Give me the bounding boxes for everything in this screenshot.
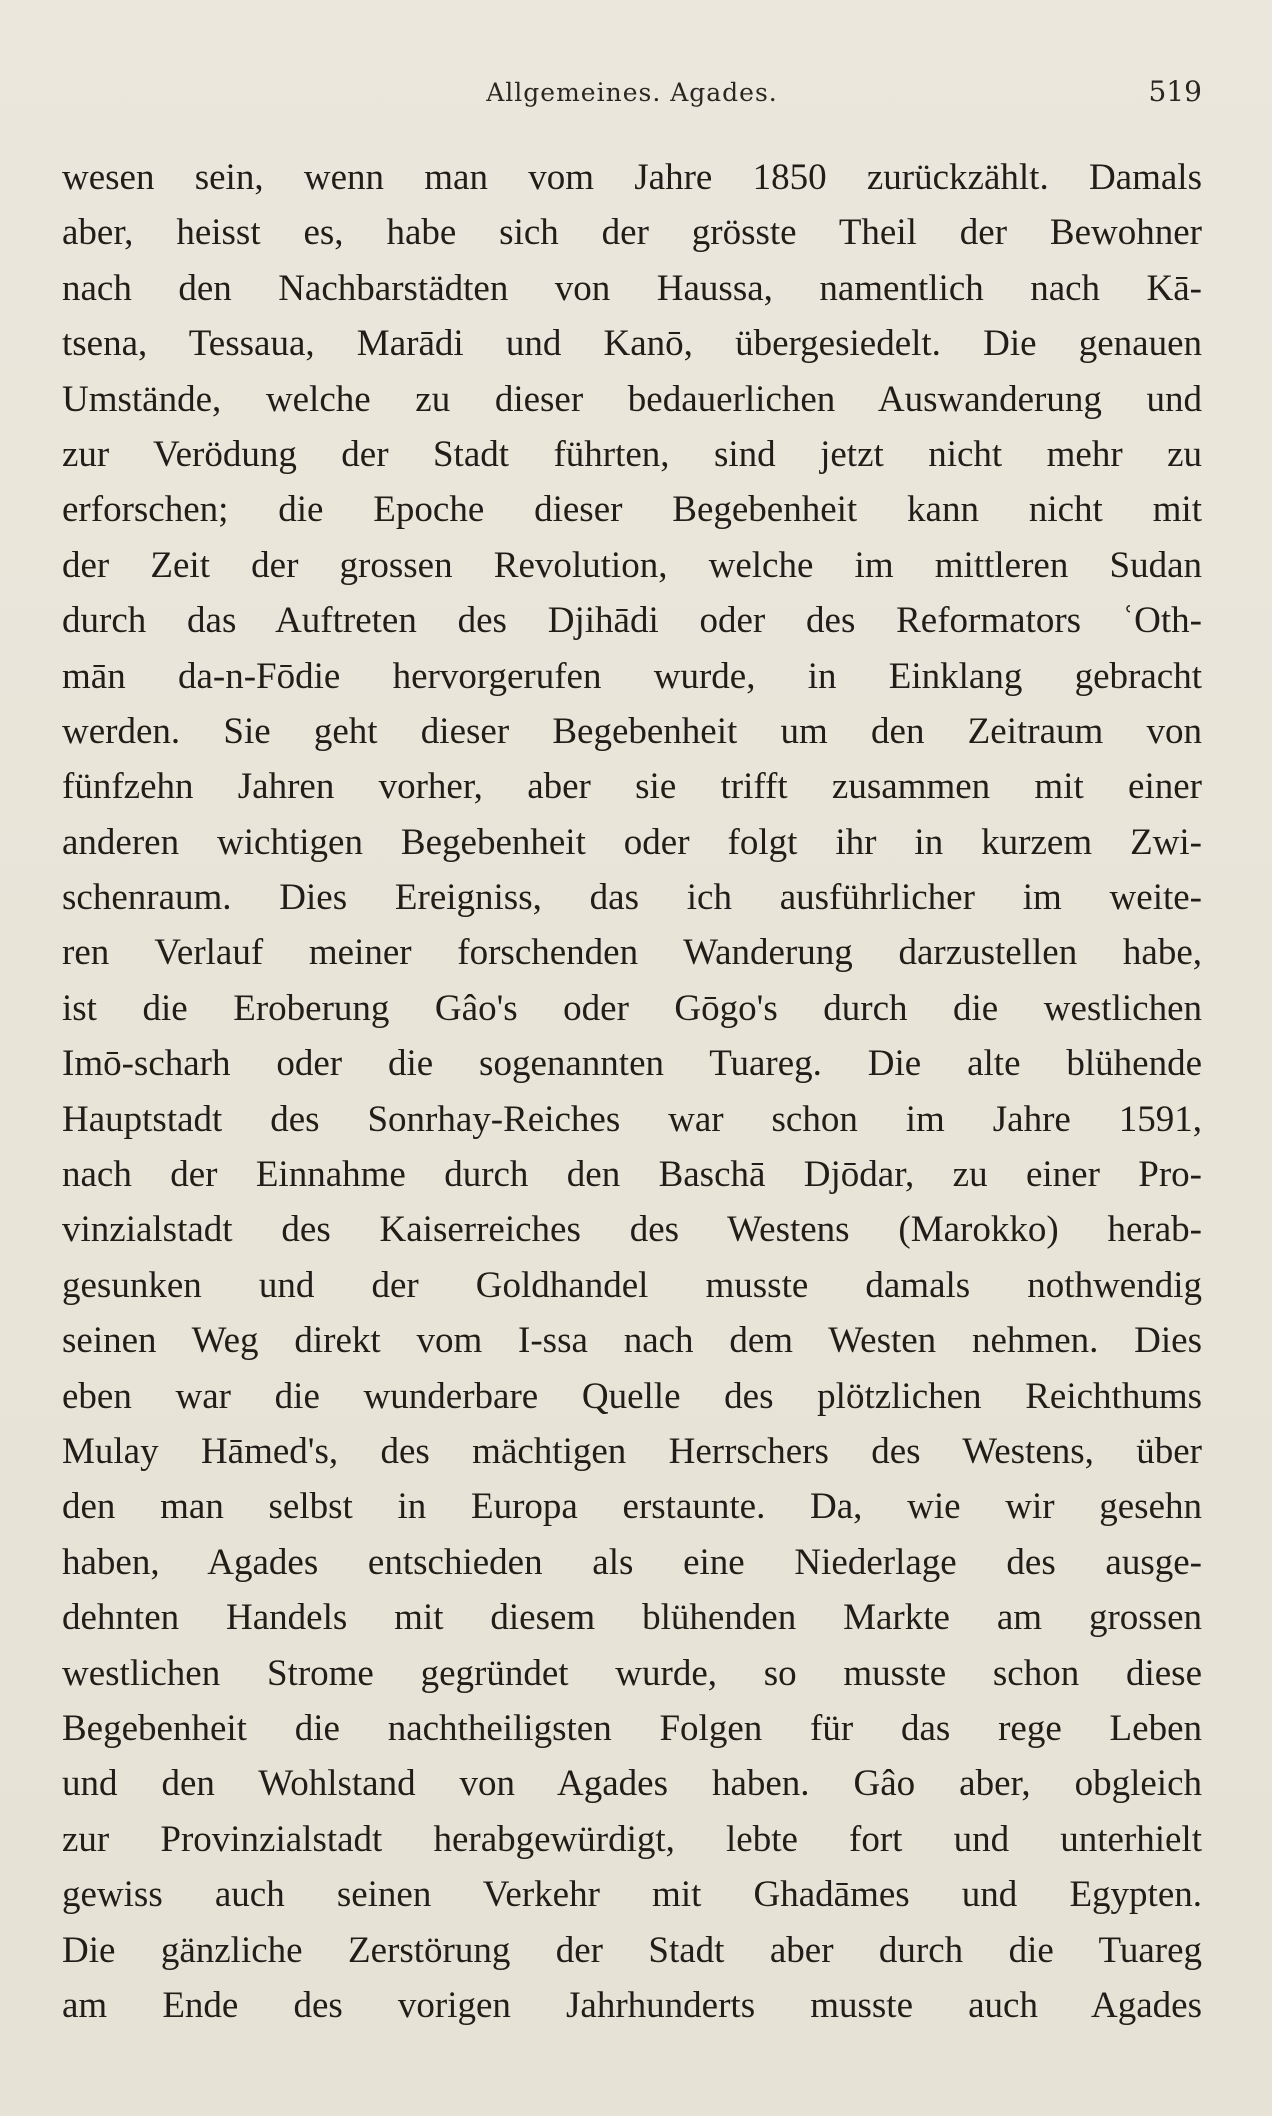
text-line: Die gänzliche Zerstörung der Stadt aber durch die Tuareg [62, 1929, 1202, 1971]
text-line: gewiss auch seinen Verkehr mit Ghadāmes und Egypten. [62, 1874, 1202, 1916]
text-line: schenraum. Dies Ereigniss, das ich ausführlicher im weite- [62, 877, 1202, 919]
text-line: durch das Auftreten des Djihādi oder des Reformators ʿOth- [62, 600, 1202, 642]
text-line: aber, heisst es, habe sich der grösste Theil der Bewohner [62, 212, 1202, 254]
text-line: und den Wohlstand von Agades haben. Gâo aber, obgleich [62, 1763, 1202, 1805]
text-line: seinen Weg direkt vom I-ssa nach dem Westen nehmen. Dies [62, 1320, 1202, 1362]
text-line: der Zeit der grossen Revolution, welche im mittleren Sudan [62, 544, 1202, 586]
page-number: 519 [1148, 75, 1202, 108]
text-line: anderen wichtigen Begebenheit oder folgt ihr in kurzem Zwi- [62, 821, 1202, 863]
text-line: ren Verlauf meiner forschenden Wanderung darzustellen habe, [62, 932, 1202, 974]
text-line: erforschen; die Epoche dieser Begebenheit kann nicht mit [62, 489, 1202, 531]
text-line: Hauptstadt des Sonrhay-Reiches war schon im Jahre 1591, [62, 1098, 1202, 1140]
text-line: eben war die wunderbare Quelle des plötzlichen Reichthums [62, 1375, 1202, 1417]
text-line: nach den Nachbarstädten von Haussa, namentlich nach Kā- [62, 267, 1202, 309]
text-line: nach der Einnahme durch den Baschā Djōdar, zu einer Pro- [62, 1154, 1202, 1196]
text-line: wesen sein, wenn man vom Jahre 1850 zurückzählt. Damals [62, 157, 1202, 198]
text-line: Mulay Hāmed's, des mächtigen Herrschers des Westens, über [62, 1430, 1202, 1472]
text-line: gesunken und der Goldhandel musste damals nothwendig [62, 1264, 1202, 1306]
text-line: dehnten Handels mit diesem blühenden Markte am grossen [62, 1597, 1202, 1639]
text-line: werden. Sie geht dieser Begebenheit um den Zeitraum von [62, 710, 1202, 752]
text-line: Umstände, welche zu dieser bedauerlichen Auswanderung und [62, 378, 1202, 420]
text-line: westlichen Strome gegründet wurde, so musste schon diese [62, 1652, 1202, 1694]
text-line: Imō-scharh oder die sogenannten Tuareg. Die alte blühende [62, 1043, 1202, 1085]
body-text [62, 150, 1202, 2033]
text-line: haben, Agades entschieden als eine Niederlage des ausge- [62, 1541, 1202, 1583]
text-line: am Ende des vorigen Jahrhunderts musste auch Agades [62, 1984, 1202, 2026]
page-header [62, 75, 1202, 118]
text-line: tsena, Tessaua, Marādi und Kanō, übergesiedelt. Die genauen [62, 323, 1202, 365]
text-line: zur Verödung der Stadt führten, sind jetzt nicht mehr zu [62, 433, 1202, 475]
text-line: mān da-n-Fōdie hervorgerufen wurde, in Einklang gebracht [62, 655, 1202, 697]
text-line: Begebenheit die nachtheiligsten Folgen für das rege Leben [62, 1707, 1202, 1749]
text-line: den man selbst in Europa erstaunte. Da, wie wir gesehn [62, 1486, 1202, 1528]
text-line: ist die Eroberung Gâo's oder Gōgo's durch die westlichen [62, 987, 1202, 1029]
running-head: Allgemeines. Agades. [486, 78, 778, 107]
text-line: vinzialstadt des Kaiserreiches des Westens (Marokko) herab- [62, 1209, 1202, 1251]
text-line: zur Provinzialstadt herabgewürdigt, lebte fort und unterhielt [62, 1818, 1202, 1860]
text-line: fünfzehn Jahren vorher, aber sie trifft zusammen mit einer [62, 766, 1202, 808]
